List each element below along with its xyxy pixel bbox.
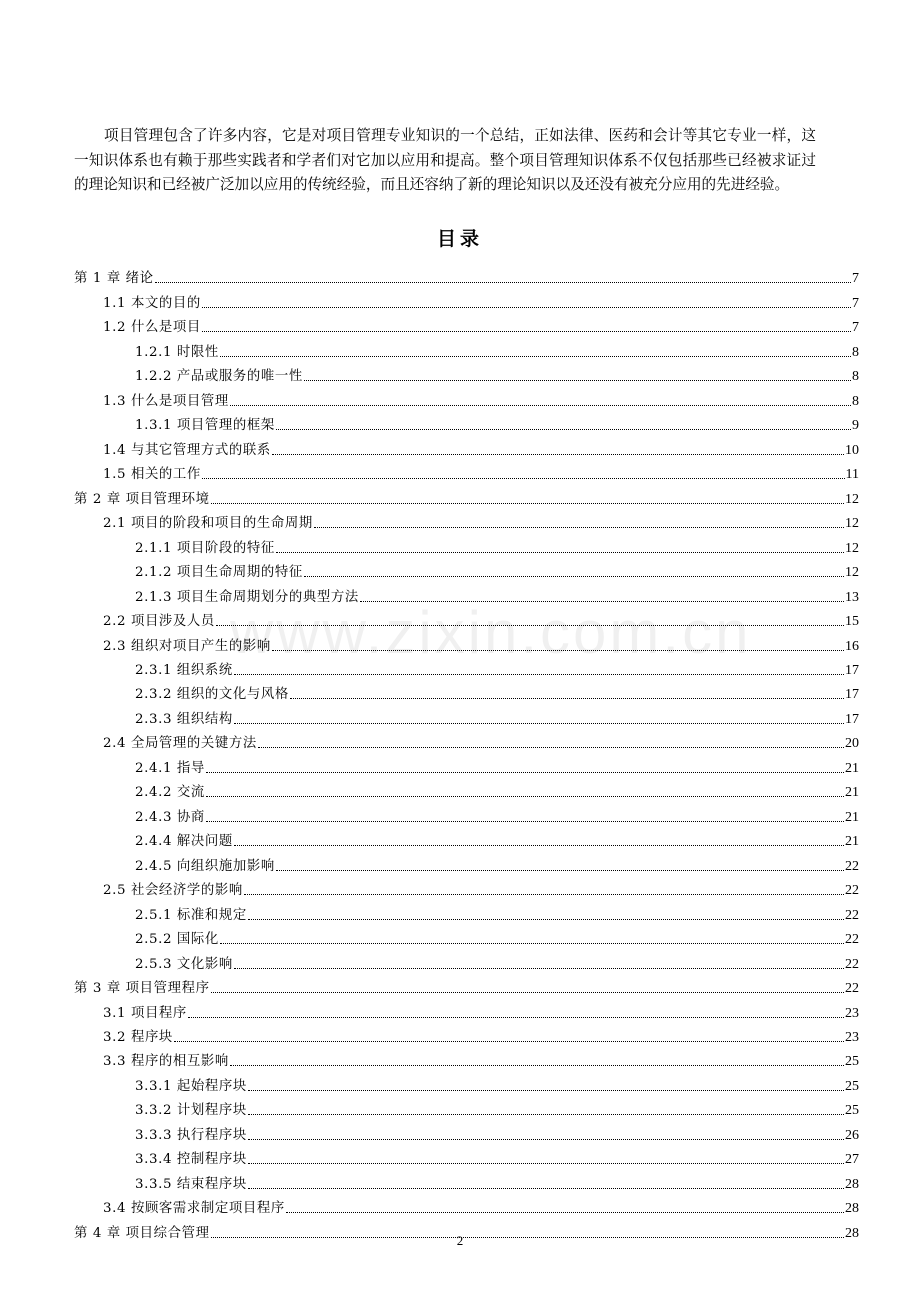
toc-entry[interactable] <box>74 1022 859 1046</box>
toc-entry-page: 22 <box>845 907 859 923</box>
toc-entry-page: 12 <box>845 491 859 507</box>
toc-dot-leader <box>188 1017 844 1018</box>
toc-entry[interactable] <box>74 361 859 385</box>
toc-entry-label: 2.3.1 组织系统 <box>135 662 233 678</box>
toc-entry-label: 3.3 程序的相互影响 <box>103 1054 229 1070</box>
toc-entry-label: 3.4 按顾客需求制定项目程序 <box>103 1201 285 1217</box>
toc-entry-page: 8 <box>852 369 859 385</box>
toc-entry-page: 21 <box>845 760 859 776</box>
toc-entry-label: 2.5.2 国际化 <box>135 932 219 948</box>
toc-entry-label: 2.4 全局管理的关键方法 <box>103 736 257 752</box>
toc-entry-page: 22 <box>845 932 859 948</box>
toc-entry[interactable] <box>74 728 859 752</box>
toc-entry[interactable] <box>74 703 859 727</box>
toc-entry[interactable] <box>74 948 859 972</box>
toc-entry-page: 15 <box>845 614 859 630</box>
toc-entry-label: 第 2 章 项目管理环境 <box>74 491 210 507</box>
toc-entry-label: 3.3.1 起始程序块 <box>135 1078 247 1094</box>
toc-entry[interactable] <box>74 532 859 556</box>
toc-entry-label: 3.3.2 计划程序块 <box>135 1103 247 1119</box>
toc-entry[interactable] <box>74 899 859 923</box>
toc-dot-leader <box>202 331 851 332</box>
toc-dot-leader <box>206 821 844 822</box>
toc-entry[interactable] <box>74 1070 859 1094</box>
toc-entry-label: 1.2 什么是项目 <box>103 320 201 336</box>
toc-entry-page: 12 <box>845 565 859 581</box>
toc-entry-label: 1.4 与其它管理方式的联系 <box>103 442 271 458</box>
toc-entry-label: 2.1 项目的阶段和项目的生命周期 <box>103 516 313 532</box>
toc-entry[interactable] <box>74 1193 859 1217</box>
toc-entry-page: 25 <box>845 1078 859 1094</box>
toc-entry-page: 11 <box>845 467 859 483</box>
toc-entry[interactable] <box>74 508 859 532</box>
toc-dot-leader <box>230 1065 844 1066</box>
toc-entry-label: 2.4.2 交流 <box>135 785 205 801</box>
toc-entry-page: 22 <box>845 981 859 997</box>
toc-entry-label: 1.3.1 项目管理的框架 <box>135 418 275 434</box>
toc-entry-page: 26 <box>845 1127 859 1143</box>
toc-dot-leader <box>290 698 844 699</box>
toc-dot-leader <box>248 1090 844 1091</box>
toc-entry[interactable] <box>74 287 859 311</box>
toc-entry-page: 23 <box>845 1005 859 1021</box>
toc-entry[interactable] <box>74 459 859 483</box>
toc-dot-leader <box>272 454 844 455</box>
toc-dot-leader <box>304 576 844 577</box>
toc-entry-label: 1.5 相关的工作 <box>103 467 201 483</box>
toc-entry-label: 2.5 社会经济学的影响 <box>103 883 243 899</box>
toc-entry[interactable] <box>74 752 859 776</box>
toc-entry-page: 22 <box>845 858 859 874</box>
toc-dot-leader <box>276 552 844 553</box>
toc-entry-label: 3.2 程序块 <box>103 1030 173 1045</box>
toc-entry-page: 17 <box>845 711 859 727</box>
toc-entry[interactable] <box>74 850 859 874</box>
toc-dot-leader <box>248 1163 844 1164</box>
toc-dot-leader <box>304 380 851 381</box>
toc-dot-leader <box>234 968 844 969</box>
toc-entry[interactable] <box>74 973 859 997</box>
toc-entry-page: 17 <box>845 687 859 703</box>
toc-dot-leader <box>248 1114 844 1115</box>
toc-entry-page: 28 <box>845 1176 859 1192</box>
toc-dot-leader <box>220 356 851 357</box>
toc-entry[interactable] <box>74 385 859 409</box>
toc-dot-leader <box>155 282 851 283</box>
toc-dot-leader <box>206 796 844 797</box>
toc-entry-page: 10 <box>845 442 859 458</box>
toc-entry-label: 2.4.4 解决问题 <box>135 834 233 850</box>
toc-entry-page: 12 <box>845 516 859 532</box>
toc-entry[interactable] <box>74 606 859 630</box>
toc-entry-page: 21 <box>845 785 859 801</box>
toc-dot-leader <box>211 503 844 504</box>
toc-entry-page: 23 <box>845 1030 859 1045</box>
toc-dot-leader <box>230 405 851 406</box>
toc-entry-label: 1.2.1 时限性 <box>135 344 219 360</box>
toc-dot-leader <box>234 674 844 675</box>
toc-entry[interactable] <box>74 1046 859 1070</box>
toc-entry-label: 2.1.2 项目生命周期的特征 <box>135 565 303 581</box>
toc-entry[interactable] <box>74 336 859 360</box>
toc-entry[interactable] <box>74 801 859 825</box>
toc-entry-label: 2.5.1 标准和规定 <box>135 907 247 923</box>
toc-entry[interactable] <box>74 312 859 336</box>
toc-entry-label: 2.1.1 项目阶段的特征 <box>135 540 275 556</box>
toc-entry[interactable] <box>74 434 859 458</box>
toc-entry[interactable] <box>74 1119 859 1143</box>
toc-entry-page: 25 <box>845 1103 859 1119</box>
toc-entry-label: 1.3 什么是项目管理 <box>103 393 229 409</box>
toc-dot-leader <box>248 1139 844 1140</box>
toc-entry-page: 22 <box>845 883 859 899</box>
toc-entry-label: 2.1.3 项目生命周期划分的典型方法 <box>135 589 359 605</box>
toc-entry-label: 第 4 章 项目综合管理 <box>74 1225 210 1241</box>
toc-entry-label: 3.3.3 执行程序块 <box>135 1127 247 1143</box>
toc-entry[interactable] <box>74 679 859 703</box>
toc-dot-leader <box>248 919 844 920</box>
intro-paragraph: 项目管理包含了许多内容，它是对项目管理专业知识的一个总结，正如法律、医药和会计等其它专业一样，这一知识体系也有赖于那些实践者和学者们对它加以应用和提高。整个项目管理知识体系不仅包括那些已经被求证过的理论知识和已经被广泛加以应用的传统经验，而且还容纳了新的理论知识以及还没有被充分应用的先进经验。 <box>74 127 816 193</box>
toc-entry[interactable] <box>74 924 859 948</box>
toc-entry-page: 16 <box>845 638 859 654</box>
toc-dot-leader <box>272 650 844 651</box>
toc-entry[interactable] <box>74 630 859 654</box>
toc-dot-leader <box>248 1188 844 1189</box>
toc-dot-leader <box>286 1212 844 1213</box>
toc-entry-page: 21 <box>845 809 859 825</box>
toc-entry[interactable] <box>74 581 859 605</box>
toc-entry-page: 7 <box>852 271 859 287</box>
toc-dot-leader <box>244 894 844 895</box>
toc-entry-page: 17 <box>845 662 859 678</box>
toc-entry[interactable] <box>74 263 859 287</box>
toc-entry[interactable] <box>74 777 859 801</box>
toc-entry-page: 12 <box>845 540 859 556</box>
toc-entry[interactable] <box>74 483 859 507</box>
toc-dot-leader <box>234 723 844 724</box>
toc-dot-leader <box>211 992 844 993</box>
toc-entry-page: 9 <box>852 418 859 434</box>
toc-entry-label: 1.2.2 产品或服务的唯一性 <box>135 369 303 385</box>
toc-entry[interactable] <box>74 997 859 1021</box>
toc-entry-label: 第 1 章 绪论 <box>74 271 154 287</box>
table-of-contents <box>74 263 859 1242</box>
toc-entry-label: 2.4.1 指导 <box>135 760 205 776</box>
toc-entry[interactable] <box>74 826 859 850</box>
toc-entry-page: 21 <box>845 834 859 850</box>
toc-entry[interactable] <box>74 1144 859 1168</box>
toc-dot-leader <box>360 601 844 602</box>
toc-dot-leader <box>276 429 851 430</box>
toc-entry-page: 27 <box>845 1152 859 1168</box>
toc-dot-leader <box>258 747 844 748</box>
toc-entry-page: 28 <box>845 1201 859 1217</box>
toc-entry-label: 2.3.2 组织的文化与风格 <box>135 687 289 703</box>
toc-entry-page: 8 <box>852 344 859 360</box>
toc-entry-page: 20 <box>845 736 859 752</box>
page-number: 2 <box>456 1233 464 1248</box>
toc-entry-page: 28 <box>845 1225 859 1241</box>
toc-entry-label: 3.1 项目程序 <box>103 1005 187 1021</box>
toc-entry-label: 2.2 项目涉及人员 <box>103 614 215 630</box>
toc-entry-page: 25 <box>845 1054 859 1070</box>
toc-entry-label: 2.3 组织对项目产生的影响 <box>103 638 271 654</box>
toc-entry-label: 2.4.5 向组织施加影响 <box>135 858 275 874</box>
toc-entry[interactable] <box>74 557 859 581</box>
toc-dot-leader <box>314 527 844 528</box>
toc-entry-label: 1.1 本文的目的 <box>103 295 201 311</box>
toc-entry-label: 第 3 章 项目管理程序 <box>74 981 210 997</box>
toc-entry-page: 13 <box>845 589 859 605</box>
toc-entry[interactable] <box>74 875 859 899</box>
toc-entry[interactable] <box>74 410 859 434</box>
toc-entry-label: 2.4.3 协商 <box>135 809 205 825</box>
toc-dot-leader <box>276 870 844 871</box>
toc-dot-leader <box>220 943 844 944</box>
toc-entry-page: 7 <box>852 320 859 336</box>
toc-entry[interactable] <box>74 1168 859 1192</box>
toc-entry-label: 3.3.4 控制程序块 <box>135 1152 247 1168</box>
toc-entry[interactable] <box>74 655 859 679</box>
toc-entry-page: 8 <box>852 393 859 409</box>
toc-entry[interactable] <box>74 1095 859 1119</box>
toc-dot-leader <box>216 625 844 626</box>
toc-dot-leader <box>174 1041 844 1042</box>
toc-dot-leader <box>206 772 844 773</box>
toc-entry-page: 22 <box>845 956 859 972</box>
watermark: www.zixin.com.cn <box>230 599 752 666</box>
toc-title: 目录 <box>436 228 483 250</box>
toc-entry-label: 2.3.3 组织结构 <box>135 711 233 727</box>
toc-dot-leader <box>202 478 845 479</box>
toc-dot-leader <box>234 845 844 846</box>
toc-entry-label: 3.3.5 结束程序块 <box>135 1176 247 1192</box>
toc-dot-leader <box>202 307 851 308</box>
toc-entry-page: 7 <box>852 295 859 311</box>
toc-entry-label: 2.5.3 文化影响 <box>135 956 233 972</box>
